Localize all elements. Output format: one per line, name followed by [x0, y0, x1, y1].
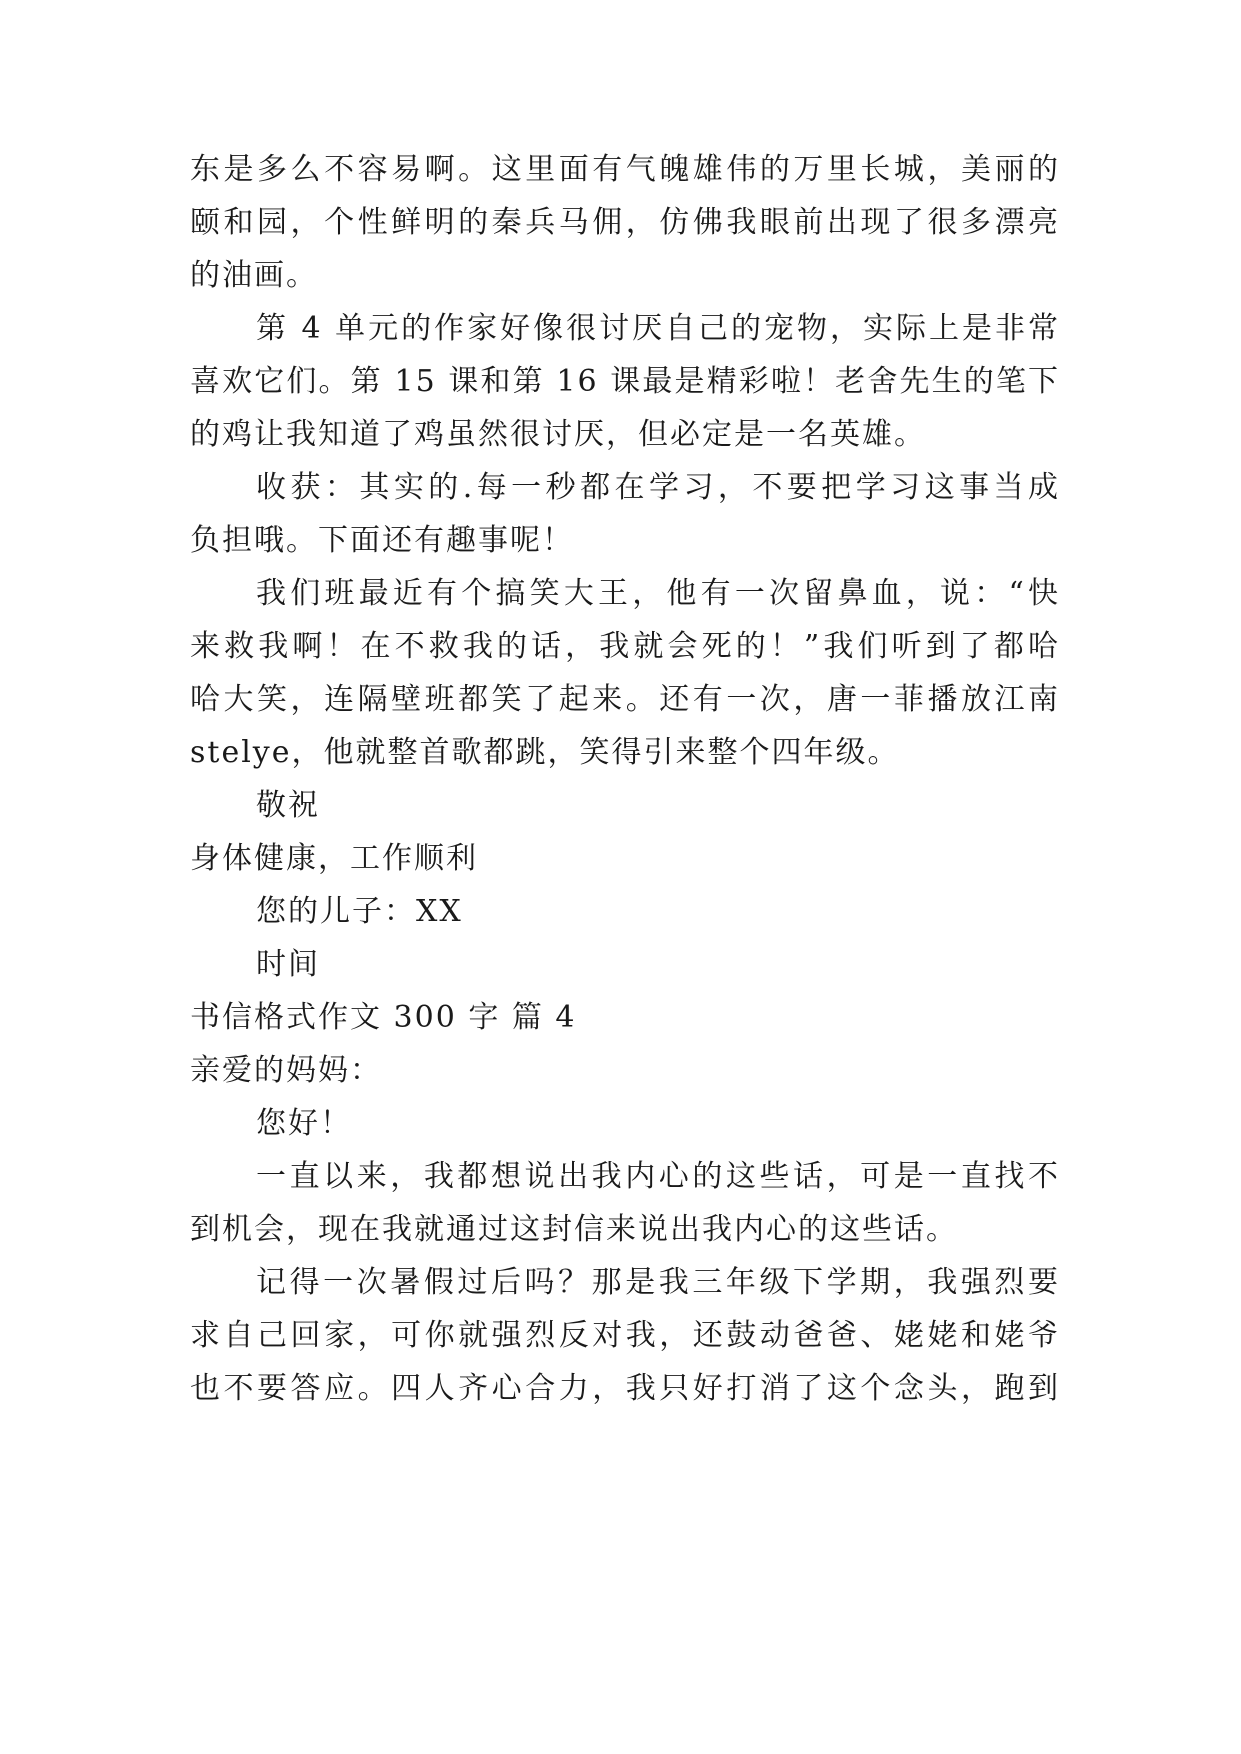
letter-greeting: 亲爱的妈妈： — [190, 1053, 382, 1088]
section-heading: 书信格式作文 300 字 篇 4 — [190, 1000, 577, 1035]
text-line: 我们班最近有个搞笑大王，他有一次留鼻血，说：“快 — [256, 576, 1060, 611]
text-line: 喜欢它们。第 15 课和第 16 课最是精彩啦！老舍先生的笔下 — [190, 364, 1060, 399]
text-line: 记得一次暑假过后吗？那是我三年级下学期，我强烈要 — [256, 1265, 1060, 1300]
signature-line: 您的儿子：XX — [256, 894, 463, 929]
text-line: 负担哦。下面还有趣事呢！ — [190, 523, 574, 558]
text-line: 东是多么不容易啊。这里面有气魄雄伟的万里长城，美丽的 — [190, 152, 1060, 187]
letter-hello: 您好！ — [256, 1106, 352, 1141]
text-line: 第 4 单元的作家好像很讨厌自己的宠物，实际上是非常 — [256, 311, 1060, 346]
text-line: 的油画。 — [190, 258, 318, 293]
text-line: 收获：其实的.每一秒都在学习，不要把学习这事当成 — [256, 470, 1060, 505]
text-line: stelye，他就整首歌都跳，笑得引来整个四年级。 — [190, 735, 900, 770]
closing-salutation: 敬祝 — [256, 788, 320, 823]
date-line: 时间 — [256, 947, 320, 982]
closing-wish: 身体健康，工作顺利 — [190, 841, 478, 876]
text-line: 来救我啊！在不救我的话，我就会死的！”我们听到了都哈 — [190, 629, 1060, 664]
text-line: 也不要答应。四人齐心合力，我只好打消了这个念头，跑到 — [190, 1371, 1060, 1406]
text-line: 颐和园，个性鲜明的秦兵马佣，仿佛我眼前出现了很多漂亮 — [190, 205, 1060, 240]
text-line: 的鸡让我知道了鸡虽然很讨厌，但必定是一名英雄。 — [190, 417, 926, 452]
text-line: 到机会，现在我就通过这封信来说出我内心的这些话。 — [190, 1212, 958, 1247]
text-line: 求自己回家，可你就强烈反对我，还鼓动爸爸、姥姥和姥爷 — [190, 1318, 1060, 1353]
text-line: 哈大笑，连隔壁班都笑了起来。还有一次，唐一菲播放江南 — [190, 682, 1060, 717]
text-line: 一直以来，我都想说出我内心的这些话，可是一直找不 — [256, 1159, 1060, 1194]
